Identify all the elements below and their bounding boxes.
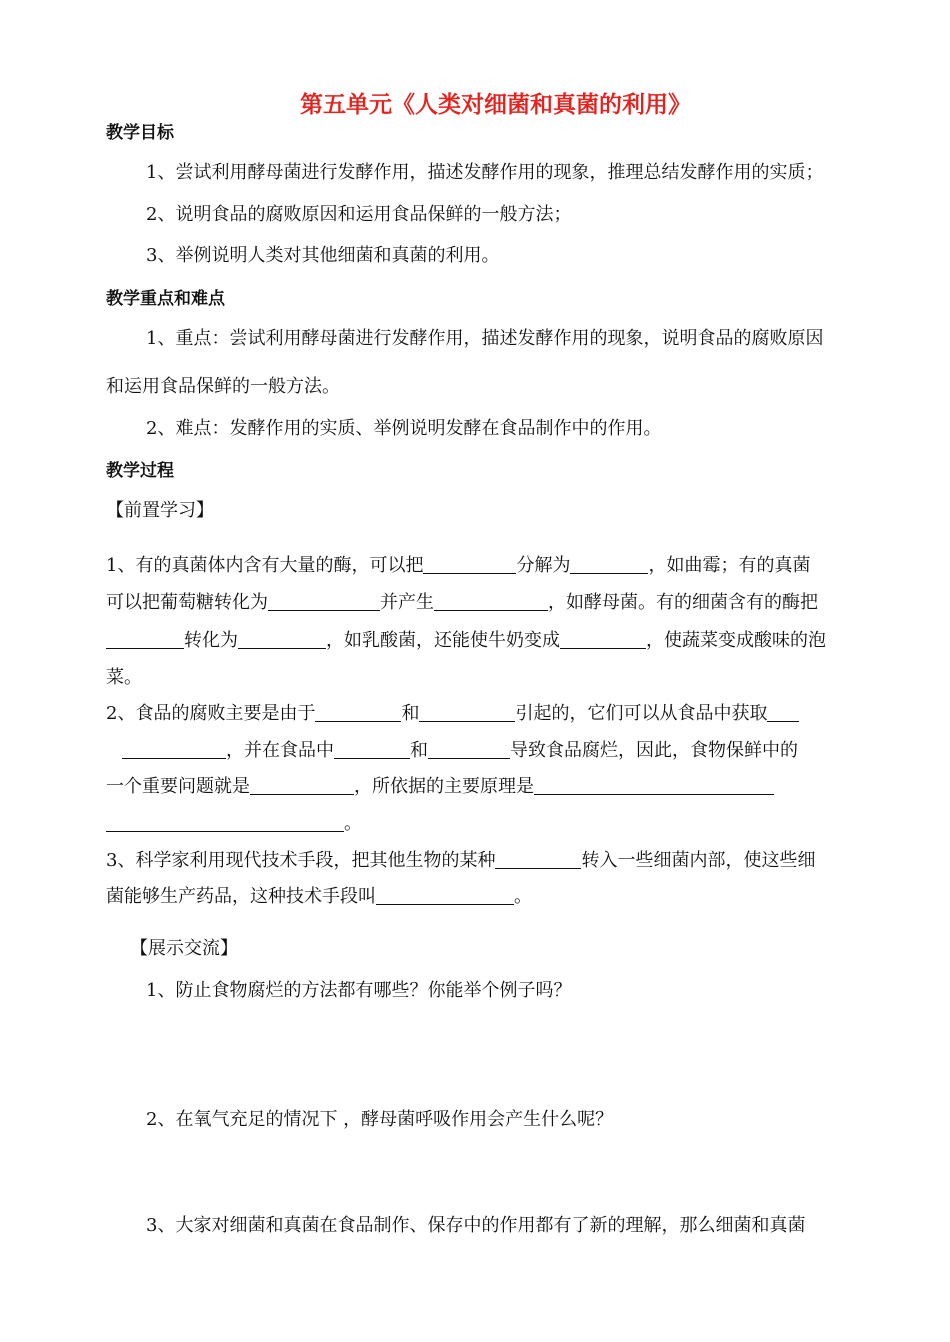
- question-2-line: [106, 703, 799, 725]
- fill-blank: [495, 850, 581, 869]
- fill-blank: [334, 740, 410, 759]
- question-3-line: [106, 850, 815, 872]
- question-2-line: [106, 776, 774, 798]
- question-1-line: 菜。: [106, 667, 142, 688]
- text-segment: 并产生: [380, 592, 434, 613]
- objectives-heading: 教学目标: [106, 123, 174, 143]
- text-segment: 一个重要问题就是: [106, 776, 250, 797]
- fill-blank: [560, 630, 646, 649]
- question-2-line: [122, 740, 798, 762]
- exchange-question: 1、防止食物腐烂的方法都有哪些？你能举个例子吗？: [146, 980, 572, 1001]
- text-segment: 转入一些细菌内部，使这些细: [581, 850, 816, 871]
- text-segment: 。: [514, 886, 532, 907]
- text-segment: ，如酵母菌。有的细菌含有的酶把: [548, 592, 818, 613]
- text-segment: ，如乳酸菌，还能使牛奶变成: [326, 630, 560, 651]
- fill-blank: [534, 776, 774, 795]
- fill-blank: [315, 703, 401, 722]
- pre-study-label: 【前置学习】: [106, 500, 214, 521]
- objective-item: 1、尝试利用酵母菌进行发酵作用，描述发酵作用的现象，推理总结发酵作用的实质；: [146, 162, 824, 183]
- process-heading: 教学过程: [106, 461, 174, 481]
- fill-blank: [122, 740, 226, 759]
- objective-item: 3、举例说明人类对其他细菌和真菌的利用。: [146, 245, 500, 266]
- fill-blank: [106, 630, 184, 649]
- text-segment: 和: [401, 703, 420, 724]
- key-points-heading: 教学重点和难点: [106, 289, 225, 309]
- fill-blank: [250, 776, 354, 795]
- page-title: 第五单元《人类对细菌和真菌的利用》: [300, 92, 691, 118]
- text-segment: 引起的，它们可以从食品中获取: [515, 703, 768, 724]
- fill-blank: [419, 703, 515, 722]
- text-segment: 菌能够生产药品，这种技术手段叫: [106, 886, 376, 907]
- text-segment: 2、食品的腐败主要是由于: [106, 703, 316, 724]
- text-segment: 分解为: [516, 555, 571, 576]
- fill-blank: [268, 592, 380, 611]
- text-segment: 可以把葡萄糖转化为: [106, 592, 268, 613]
- text-segment: ，所依据的主要原理是: [354, 776, 534, 797]
- fill-blank: [434, 592, 548, 611]
- text-segment: ，使蔬菜变成酸味的泡: [646, 630, 826, 651]
- question-3-line: [106, 886, 532, 908]
- question-1-line: [106, 592, 818, 614]
- exchange-question: 3、大家对细菌和真菌在食品制作、保存中的作用都有了新的理解，那么细菌和真菌: [146, 1215, 806, 1236]
- fill-blank: [238, 630, 326, 649]
- fill-blank: [423, 555, 516, 574]
- fill-blank: [106, 813, 344, 832]
- text-segment: 。: [344, 813, 362, 834]
- text-segment: ，并在食品中: [226, 740, 334, 761]
- fill-blank: [767, 703, 799, 722]
- fill-blank: [428, 740, 510, 759]
- exchange-label: 【展示交流】: [130, 938, 238, 959]
- key-point-item: 1、重点：尝试利用酵母菌进行发酵作用，描述发酵作用的现象，说明食品的腐败原因: [146, 328, 824, 349]
- question-1-line: [106, 555, 810, 577]
- text-segment: 导致食品腐烂，因此，食物保鲜中的: [510, 740, 798, 761]
- question-2-line: [106, 813, 362, 835]
- text-segment: ，如曲霉；有的真菌: [648, 555, 811, 576]
- text-segment: 和: [410, 740, 428, 761]
- fill-blank: [376, 886, 514, 905]
- fill-blank: [570, 555, 648, 574]
- text-segment: 转化为: [184, 630, 238, 651]
- key-point-item: 2、难点：发酵作用的实质、举例说明发酵在食品制作中的作用。: [146, 418, 662, 439]
- question-1-line: [106, 630, 826, 652]
- key-point-item-continued: 和运用食品保鲜的一般方法。: [106, 376, 340, 397]
- exchange-question: 2、在氧气充足的情况下 ，酵母菌呼吸作用会产生什么呢？: [146, 1109, 614, 1130]
- objective-item: 2、说明食品的腐败原因和运用食品保鲜的一般方法；: [146, 204, 572, 225]
- text-segment: 3、科学家利用现代技术手段，把其他生物的某种: [106, 850, 496, 871]
- text-segment: 1、有的真菌体内含有大量的酶，可以把: [106, 555, 424, 576]
